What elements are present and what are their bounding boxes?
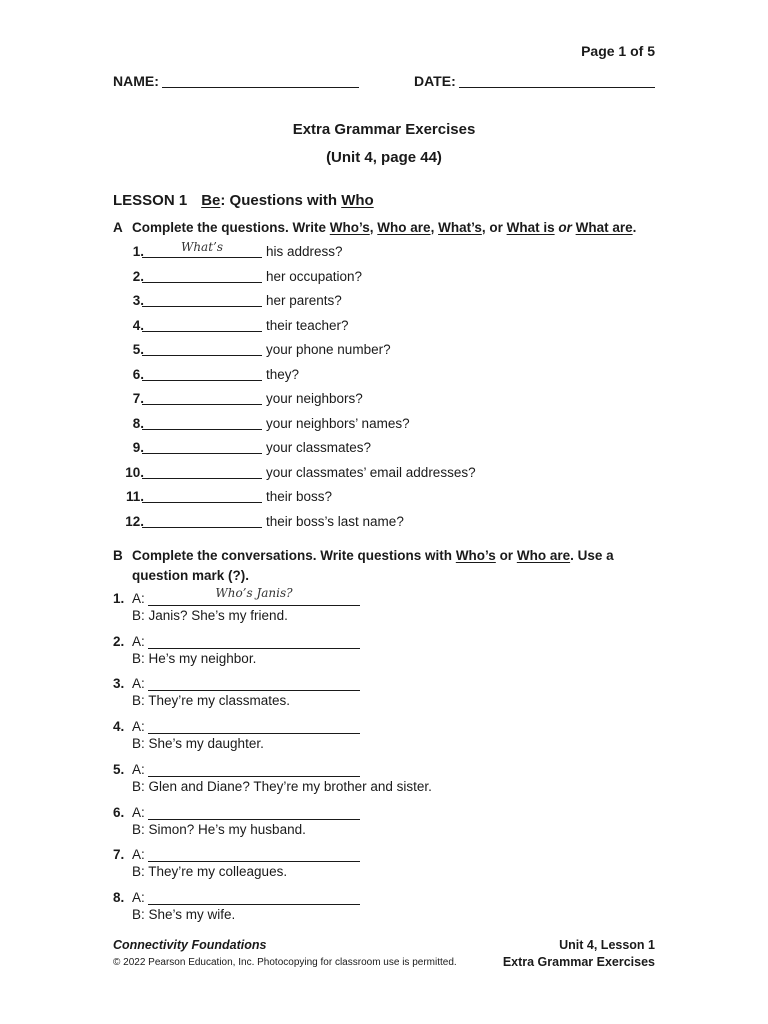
page-title: Extra Grammar Exercises — [292, 121, 476, 138]
page-subtitle: (Unit 4, page 44) — [326, 149, 442, 166]
section-b-item — [113, 847, 573, 885]
question-text: they? — [266, 366, 300, 382]
section-b-instruction-part: Who are — [516, 548, 571, 563]
section-a-letter: A — [113, 220, 123, 235]
section-a-item — [113, 367, 563, 387]
section-b-item — [113, 719, 573, 757]
section-b-item — [113, 634, 573, 672]
lesson-middle: : Questions with — [220, 192, 342, 209]
lesson-be: Be — [201, 192, 221, 209]
item-number: 2. — [132, 268, 144, 284]
speaker-a-label: A: — [132, 804, 145, 820]
section-a-item — [113, 465, 563, 485]
question-text: your neighbors? — [266, 391, 363, 406]
name-field[interactable] — [162, 87, 359, 88]
section-a-instruction-part: What’s — [438, 220, 482, 235]
question-text: her parents? — [266, 293, 342, 308]
item-number: 10. — [125, 464, 144, 480]
section-b-item — [113, 890, 573, 928]
section-b-letter: B — [113, 548, 123, 563]
section-a-instruction-part: Who are — [377, 220, 431, 235]
speaker-b-line: B: They’re my colleagues. — [132, 864, 288, 880]
section-b-item — [113, 762, 573, 800]
item-number: 2. — [113, 633, 125, 649]
answer-blank[interactable] — [148, 819, 360, 820]
section-a-instruction-part: What is — [506, 220, 555, 235]
section-a-instruction-part: What are — [575, 220, 633, 235]
item-number: 1. — [132, 244, 144, 259]
speaker-b-line: B: He’s my neighbor. — [132, 650, 257, 666]
section-a-item — [113, 240, 563, 264]
section-b-instruction-cont: question mark (?). — [132, 568, 250, 583]
item-number: 6. — [132, 366, 144, 382]
section-b-instruction-part: or — [495, 548, 517, 563]
section-a-item — [113, 269, 563, 289]
item-number: 12. — [125, 513, 144, 529]
question-text: your classmates’ email addresses? — [266, 464, 476, 480]
date-field[interactable] — [459, 87, 655, 88]
section-b-item — [113, 586, 573, 629]
lesson-number: LESSON 1 — [113, 192, 188, 209]
answer-blank[interactable] — [142, 502, 262, 503]
date-label: DATE: — [414, 73, 456, 89]
item-number: 8. — [132, 415, 144, 431]
speaker-b-line: B: Glen and Diane? They’re my brother and sister. — [132, 778, 432, 794]
answer-blank[interactable] — [142, 257, 262, 258]
section-a-instruction-part: , or — [481, 220, 507, 235]
question-text: his address? — [266, 244, 343, 259]
answer-blank[interactable] — [142, 478, 262, 479]
section-a-item — [113, 342, 563, 362]
footer-book-title: Connectivity Foundations — [113, 938, 267, 952]
speaker-b-line: B: Simon? He’s my husband. — [132, 821, 306, 837]
speaker-a-label: A: — [132, 889, 145, 905]
answer-blank[interactable] — [148, 690, 360, 691]
item-number: 11. — [125, 489, 144, 504]
answer-blank[interactable] — [142, 429, 262, 430]
speaker-a-label: A: — [132, 761, 145, 777]
item-number: 8. — [113, 889, 125, 905]
answer-blank[interactable] — [148, 904, 360, 905]
answer-blank[interactable] — [148, 648, 360, 649]
answer-blank[interactable] — [142, 404, 262, 405]
answer-blank[interactable] — [142, 282, 262, 283]
section-a-item — [113, 293, 563, 313]
section-a-item — [113, 489, 563, 509]
item-number: 4. — [113, 719, 125, 735]
answer-blank[interactable] — [142, 355, 262, 356]
lesson-heading — [113, 192, 374, 209]
answer-blank[interactable] — [148, 776, 360, 777]
section-a-instruction-part: . — [632, 220, 637, 235]
section-b-instruction-part: . Use a — [570, 548, 614, 563]
question-text: their boss’s last name? — [266, 513, 404, 529]
speaker-a-label: A: — [132, 847, 145, 863]
name-label: NAME: — [113, 73, 159, 89]
answer-blank[interactable] — [142, 453, 262, 454]
section-a-item — [113, 391, 563, 411]
section-b-item — [113, 676, 573, 714]
name-date-row — [113, 73, 655, 93]
section-a-instruction-part: or — [554, 220, 576, 235]
speaker-b-line: B: She’s my wife. — [132, 906, 236, 922]
speaker-b-line: B: She’s my daughter. — [132, 736, 264, 752]
speaker-a-label: A: — [132, 633, 145, 649]
section-a-instruction-part: , — [369, 220, 378, 235]
section-a-instruction — [113, 220, 636, 235]
section-a-instruction-part: Complete the questions. Write — [132, 220, 330, 235]
section-b-item — [113, 805, 573, 843]
section-b-instruction — [113, 546, 643, 586]
item-number: 3. — [132, 293, 144, 308]
question-text: her occupation? — [266, 268, 363, 284]
answer-blank[interactable] — [148, 733, 360, 734]
section-a-item — [113, 318, 563, 338]
item-number: 5. — [113, 761, 125, 777]
question-text: their teacher? — [266, 317, 349, 333]
answer-blank[interactable] — [142, 331, 262, 332]
item-number: 3. — [113, 676, 125, 692]
lesson-who: Who — [341, 192, 374, 209]
speaker-b-line: B: They’re my classmates. — [132, 693, 291, 709]
handwritten-answer: Who’s Janis? — [215, 586, 293, 600]
section-a-instruction-part: Who’s — [329, 220, 370, 235]
item-number: 5. — [132, 342, 144, 357]
answer-blank[interactable] — [148, 861, 360, 862]
answer-blank[interactable] — [142, 527, 262, 528]
speaker-a-label: A: — [132, 719, 145, 735]
item-number: 7. — [113, 847, 125, 863]
speaker-b-line: B: Janis? She’s my friend. — [132, 608, 288, 623]
section-a-item — [113, 514, 563, 534]
footer-section: Extra Grammar Exercises — [502, 955, 655, 969]
item-number: 4. — [132, 317, 144, 333]
answer-blank[interactable] — [148, 605, 360, 606]
question-text: your phone number? — [266, 342, 391, 357]
page-number: Page 1 of 5 — [581, 43, 655, 59]
speaker-a-label: A: — [132, 591, 145, 606]
answer-blank[interactable] — [142, 380, 262, 381]
speaker-a-label: A: — [132, 676, 145, 692]
answer-blank[interactable] — [142, 306, 262, 307]
section-b-instruction-part: Who’s — [455, 548, 496, 563]
footer-copyright: © 2022 Pearson Education, Inc. Photocopying for classroom use is permitted. — [113, 957, 457, 968]
question-text: their boss? — [266, 489, 333, 504]
item-number: 6. — [113, 804, 125, 820]
section-b-instruction-part: Complete the conversations. Write questions with — [132, 548, 456, 563]
question-text: your neighbors’ names? — [266, 415, 410, 431]
question-text: your classmates? — [266, 440, 372, 455]
item-number: 1. — [113, 591, 125, 606]
section-a-item — [113, 440, 563, 460]
footer-unit: Unit 4, Lesson 1 — [559, 938, 655, 952]
handwritten-answer: What’s — [180, 240, 223, 254]
item-number: 7. — [132, 391, 144, 406]
section-a-item — [113, 416, 563, 436]
item-number: 9. — [132, 440, 144, 455]
section-a-instruction-part: , — [430, 220, 439, 235]
